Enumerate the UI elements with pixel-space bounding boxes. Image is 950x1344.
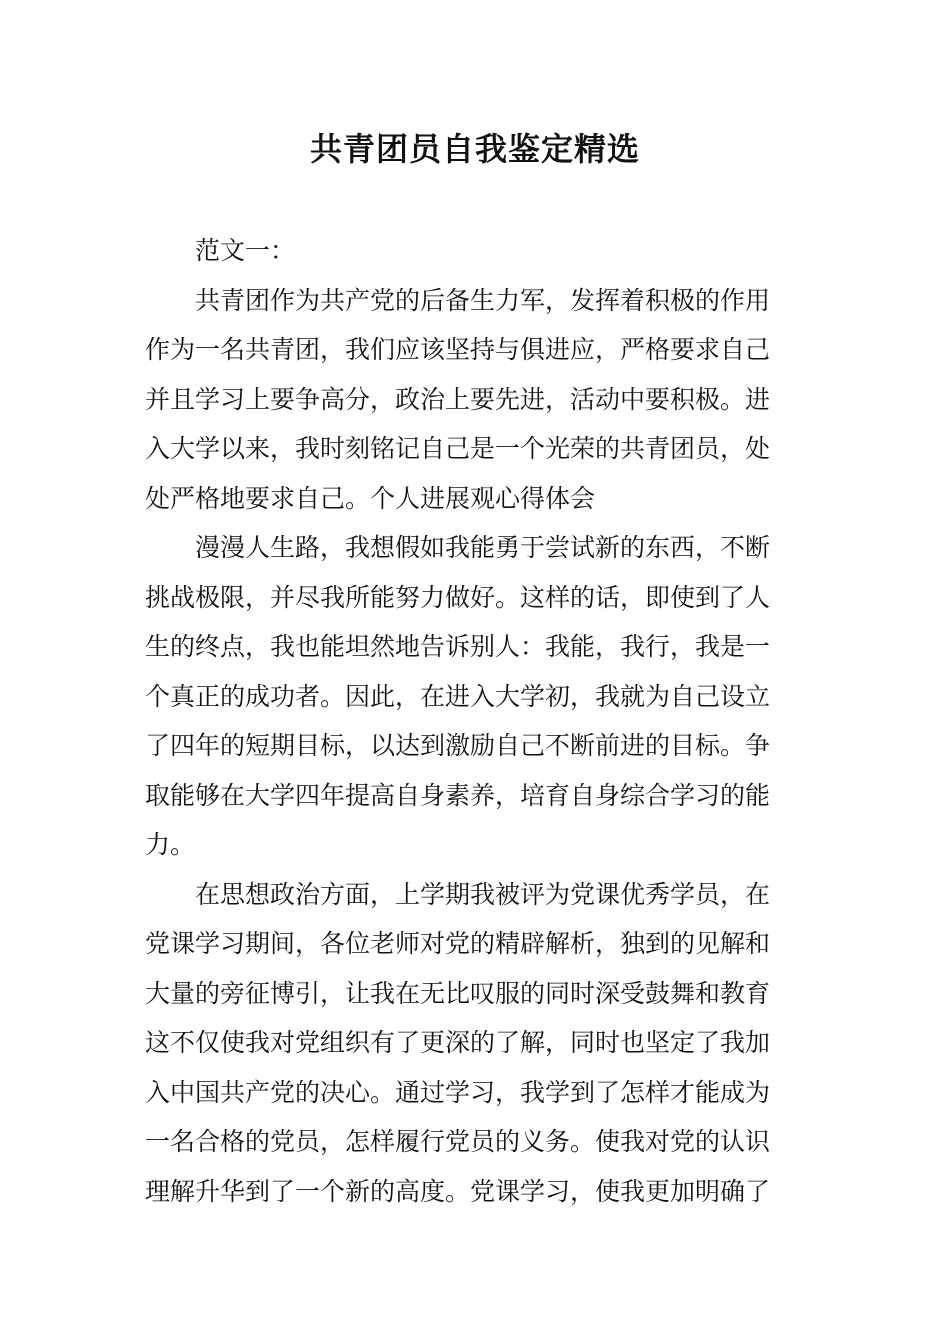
document-title: 共青团员自我鉴定精选 <box>309 130 640 168</box>
text-line: 了四年的短期目标，以达到激励自己不断前进的目标。争 <box>145 731 771 760</box>
text-line: 力。 <box>145 830 196 859</box>
text-line: 共青团作为共产党的后备生力军，发挥着积极的作用 <box>195 285 771 315</box>
text-line: 入中国共产党的决心。通过学习，我学到了怎样才能成为 <box>145 1077 771 1107</box>
text-line: 在思想政治方面，上学期我被评为党课优秀学员，在 <box>195 879 771 909</box>
text-line: 理解升华到了一个新的高度。党课学习，使我更加明确了 <box>145 1176 771 1206</box>
text-line: 并且学习上要争高分，政治上要先进，活动中要积极。进 <box>145 384 771 414</box>
text-line: 生的终点，我也能坦然地告诉别人：我能，我行，我是一 <box>145 632 771 661</box>
text-line: 范文一： <box>195 236 296 265</box>
paragraph-3 <box>145 870 810 1217</box>
text-line: 大量的旁征博引，让我在无比叹服的同时深受鼓舞和教育 <box>145 978 771 1008</box>
text-line: 党课学习期间，各位老师对党的精辟解析，独到的见解和 <box>145 929 771 958</box>
text-line: 这不仅使我对党组织有了更深的了解，同时也坚定了我加 <box>145 1028 771 1057</box>
text-line: 一名合格的党员，怎样履行党员的义务。使我对党的认识 <box>145 1127 771 1156</box>
text-line: 漫漫人生路，我想假如我能勇于尝试新的东西，不断 <box>195 533 771 562</box>
text-line: 取能够在大学四年提高自身素养，培育自身综合学习的能 <box>145 780 771 810</box>
paragraph-2 <box>145 523 810 870</box>
document-body <box>145 226 810 1216</box>
paragraph-1 <box>145 276 810 524</box>
paragraph-heading <box>145 226 810 276</box>
text-line: 作为一名共青团，我们应该坚持与俱进应，严格要求自己 <box>145 335 771 364</box>
text-line: 处严格地要求自己。个人进展观心得体会 <box>145 483 596 513</box>
text-line: 挑战极限，并尽我所能努力做好。这样的话，即使到了人 <box>145 582 771 612</box>
text-line: 个真正的成功者。因此，在进入大学初，我就为自己设立 <box>145 681 771 711</box>
text-line: 入大学以来，我时刻铭记自己是一个光荣的共青团员，处 <box>145 434 771 463</box>
